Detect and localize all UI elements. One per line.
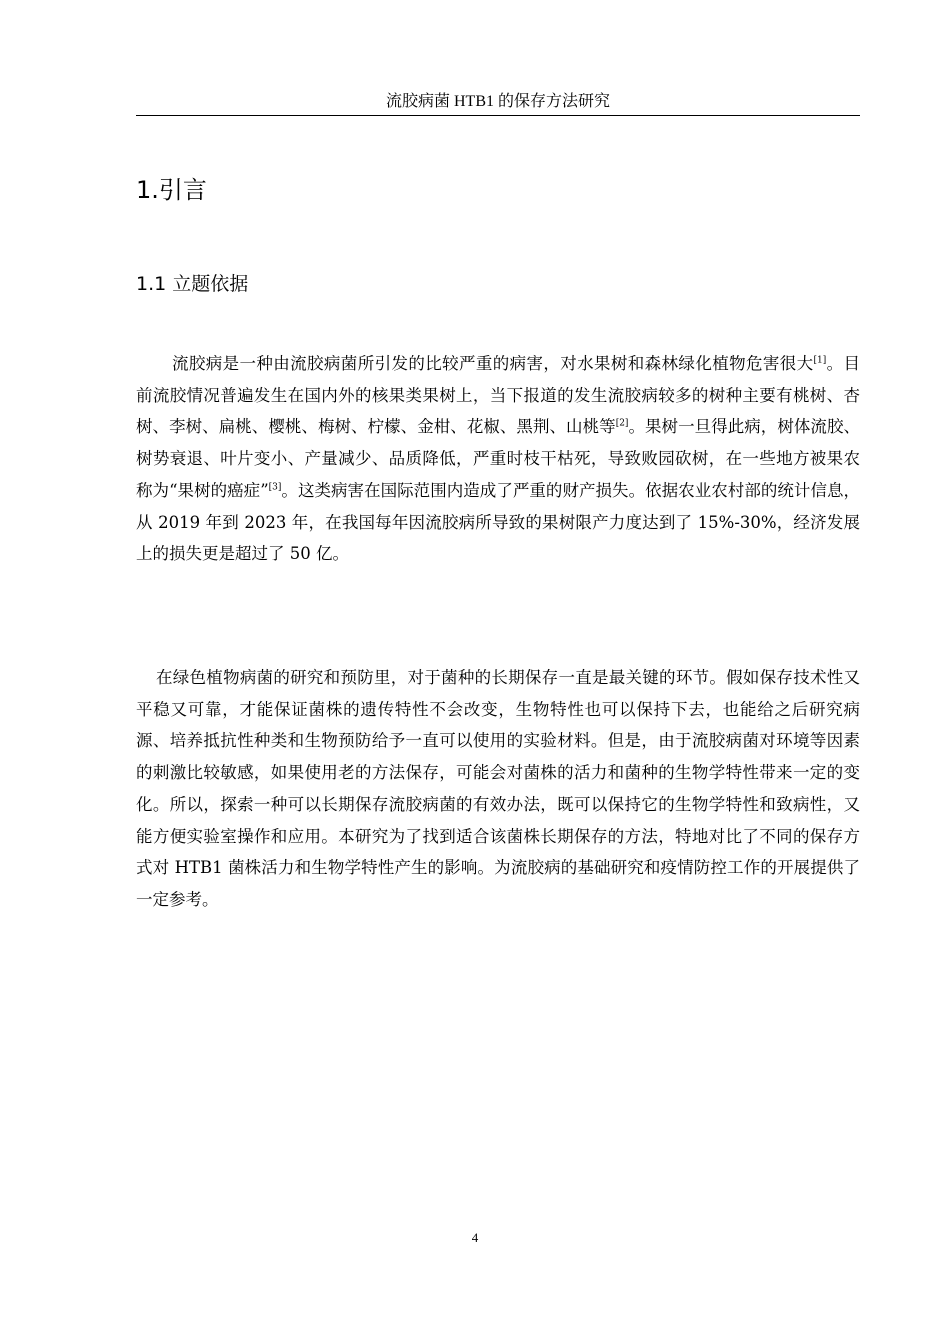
paragraph-1-text-3: 。果树一旦得此病，树体流胶、树势衰退、叶片变小、产量减少、品质降低，严重时枝干枯死，导致败园砍树，在一些地方被果农称为“果树的癌症” xyxy=(136,417,861,500)
citation-1: [1] xyxy=(813,355,827,366)
paragraph-1 xyxy=(136,348,860,570)
header-divider xyxy=(136,115,860,116)
citation-2: [2] xyxy=(615,418,629,429)
citation-3: [3] xyxy=(268,482,282,493)
paragraph-1-text-4: 。这类病害在国际范围内造成了严重的财产损失。依据农业农村部的统计信息，从 2019 年到 2023 年，在我国每年因流胶病所导致的果树限产力度达到了 15%-30%，经济发展上的损失更是超过了 50 亿。 xyxy=(136,480,861,564)
running-header: 流胶病菌 HTB1 的保存方法研究 xyxy=(385,93,610,110)
paragraph-2: 在绿色植物病菌的研究和预防里，对于菌种的长期保存一直是最关键的环节。假如保存技术性又平稳又可靠，才能保证菌株的遗传特性不会改变，生物特性也可以保持下去，也能给之后研究病源、培养抵抗性种类和生物预防给予一直可以使用的实验材料。但是，由于流胶病菌对环境等因素的刺激比较敏感，如果使用老的方法保存，可能会对菌株的活力和菌种的生物学特性带来一定的变化。所以，探索一种可以长期保存流胶病菌的有效办法，既可以保持它的生物学特性和致病性，又能方便实验室操作和应用。本研究为了找到适合该菌株长期保存的方法，特地对比了不同的保存方式对 HTB1 菌株活力和生物学特性产生的影响。为流胶病的基础研究和疫情防控工作的开展提供了一定参考。 xyxy=(136,668,860,909)
subsection-heading: 1.1 立题依据 xyxy=(136,273,249,295)
page-number: 4 xyxy=(471,1230,479,1245)
paragraph-1-text-2: 。目前流胶情况普遍发生在国内外的核果类果树上，当下报道的发生流胶病较多的树种主要有桃树、杏树、李树、扁桃、樱桃、梅树、柠檬、金柑、花椒、黑荆、山桃等 xyxy=(136,354,861,437)
paragraph-1-text: 流胶病是一种由流胶病菌所引发的比较严重的病害，对水果树和森林绿化植物危害很大 xyxy=(172,354,814,373)
section-heading: 1.引言 xyxy=(136,176,207,204)
